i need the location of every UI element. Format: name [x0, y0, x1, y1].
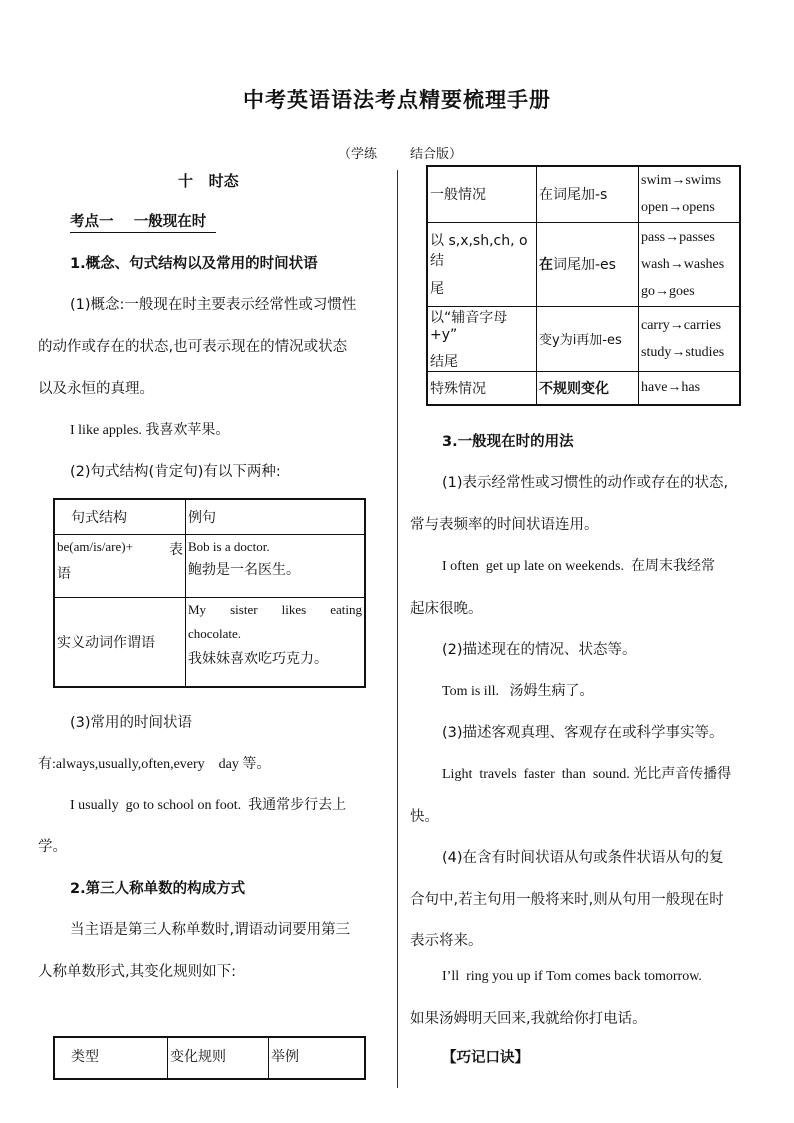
- usage4-line3: 表示将来。: [410, 933, 483, 949]
- be-structure-yu: 语: [57, 565, 71, 582]
- table-header-rule: 变化规则: [168, 1037, 269, 1079]
- third-person-rules-table: [426, 165, 741, 406]
- example-word: swim→swims: [641, 173, 722, 189]
- rule-type-y-line1: 以“辅音字母+y”: [430, 309, 508, 343]
- example-sentence-apples: I like apples. 我喜欢苹果。: [70, 423, 230, 438]
- example-word: pass→passes: [641, 229, 715, 245]
- section-heading-usage: 3.一般现在时的用法: [442, 434, 574, 450]
- concept-line-3: 以及永恒的真理。: [38, 381, 154, 397]
- structure-table: [53, 498, 366, 688]
- example-word: open→opens: [641, 200, 715, 216]
- rule-es: [537, 222, 639, 306]
- rule-line-1: 当主语是第三人称单数时,谓语动词要用第三: [70, 922, 351, 938]
- be-structure-biao: 表: [169, 541, 183, 558]
- usage2-example: Tom is ill. 汤姆生病了。: [442, 684, 594, 699]
- rule-general: 在词尾加-s: [537, 166, 639, 222]
- word: eating: [330, 601, 362, 617]
- rule-special: 不规则变化: [537, 371, 639, 405]
- rule-y: 变y为i再加-es: [537, 306, 639, 371]
- rule-es-text: 词尾加-es: [553, 257, 616, 273]
- word: sister: [230, 601, 258, 617]
- rule-examples-y: [639, 306, 741, 371]
- table-cell-be-structure: [54, 534, 186, 597]
- point-heading: 考点一 一般现在时: [70, 210, 216, 233]
- chapter-heading: 十 时态: [178, 172, 239, 190]
- table-header-type: 类型: [54, 1037, 168, 1079]
- rule-type-es: [427, 222, 537, 306]
- third-person-table-header: [53, 1036, 366, 1080]
- example-word: have→has: [641, 380, 701, 396]
- example-word: wash→washes: [641, 256, 725, 272]
- example-sentence-school-end: 学。: [38, 839, 67, 855]
- example-word: study→studies: [641, 344, 725, 360]
- usage3-example-line2: 快。: [410, 809, 439, 825]
- adverbials-intro: (3)常用的时间状语: [70, 715, 193, 731]
- verb-example-en-line2: chocolate.: [188, 625, 242, 641]
- table-header-structure: 句式结构: [54, 499, 186, 534]
- rule-type-es-line2: 尾: [430, 281, 444, 297]
- verb-example-en-line1: [188, 602, 362, 618]
- example-word: carry→carries: [641, 317, 722, 333]
- table-cell-verb-example: [186, 597, 366, 687]
- table-cell-verb-structure: 实义动词作谓语: [54, 597, 186, 687]
- verb-example-zh: 我妹妹喜欢吃巧克力。: [188, 650, 328, 667]
- rule-es-bold: 在: [539, 257, 553, 273]
- document-subtitle: （学练 结合版）: [338, 147, 463, 162]
- section-heading-third-person: 2.第三人称单数的构成方式: [70, 881, 246, 897]
- rule-type-special: 特殊情况: [427, 371, 537, 405]
- usage1-example-line1: I often get up late on weekends. 在周末我经常: [442, 559, 715, 574]
- mnemonic-heading: 【巧记口诀】: [442, 1050, 529, 1066]
- be-example-en: Bob is a doctor.: [188, 538, 270, 554]
- table-header-example: 举例: [269, 1037, 366, 1079]
- example-sentence-school: I usually go to school on foot. 我通常步行去上: [70, 798, 347, 813]
- rule-examples-special: [639, 371, 741, 405]
- rule-type-es-line1: 以 s,x,sh,ch, o 结: [430, 233, 528, 269]
- usage4-example-en: I’ll ring you up if Tom comes back tomorrow.: [442, 969, 702, 984]
- word: My: [188, 601, 207, 617]
- usage4-line2: 合句中,若主句用一般将来时,则从句用一般现在时: [410, 892, 724, 908]
- usage4-example-zh: 如果汤姆明天回来,我就给你打电话。: [410, 1011, 647, 1027]
- usage4-line1: (4)在含有时间状语从句或条件状语从句的复: [442, 850, 724, 866]
- usage1-example-line2: 起床很晚。: [410, 601, 483, 617]
- rule-examples-general: [639, 166, 741, 222]
- usage3: (3)描述客观真理、客观存在或科学事实等。: [442, 725, 724, 741]
- table-header-example: 例句: [186, 499, 366, 534]
- usage1-line2: 常与表频率的时间状语连用。: [410, 517, 599, 533]
- rule-type-general: 一般情况: [427, 166, 537, 222]
- adverbials-list: 有:always,usually,often,every day 等。: [38, 757, 271, 772]
- rule-type-y-line2: 结尾: [430, 353, 458, 370]
- table-cell-be-example: [186, 534, 366, 597]
- rule-line-2: 人称单数形式,其变化规则如下:: [38, 964, 236, 980]
- be-example-zh: 鲍勃是一名医生。: [188, 561, 300, 578]
- rule-type-y: [427, 306, 537, 371]
- word: likes: [281, 601, 307, 617]
- usage2: (2)描述现在的情况、状态等。: [442, 642, 637, 658]
- example-word: go→goes: [641, 283, 695, 299]
- concept-line-2: 的动作或存在的状态,也可表示现在的情况或状态: [38, 339, 348, 355]
- structure-intro: (2)句式结构(肯定句)有以下两种:: [70, 464, 281, 480]
- column-divider: [397, 170, 398, 1088]
- section-heading-concept: 1.概念、句式结构以及常用的时间状语: [70, 256, 318, 272]
- document-title: 中考英语语法考点精要梳理手册: [243, 88, 551, 112]
- usage1-line1: (1)表示经常性或习惯性的动作或存在的状态,: [442, 475, 729, 491]
- be-structure-text: be(am/is/are)+: [57, 538, 133, 554]
- rule-examples-es: [639, 222, 741, 306]
- usage3-example-line1: Light travels faster than sound. 光比声音传播得: [442, 767, 732, 782]
- concept-line-1: (1)概念:一般现在时主要表示经常性或习惯性: [70, 297, 357, 313]
